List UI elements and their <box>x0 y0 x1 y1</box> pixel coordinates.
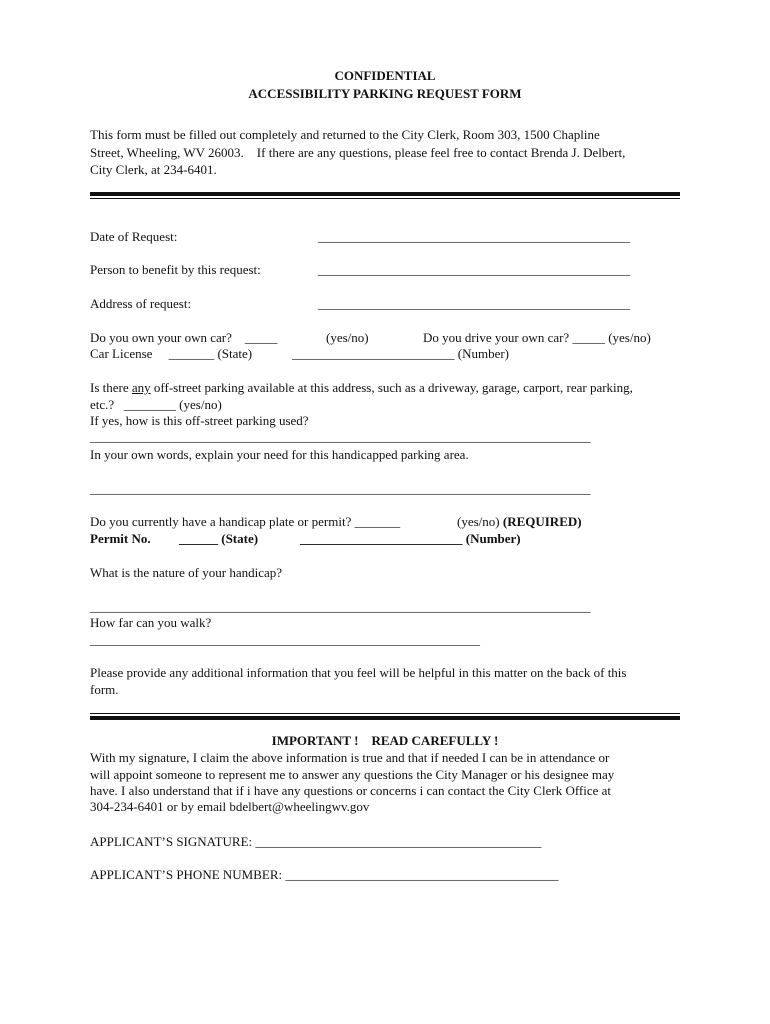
offstreet-use-label: If yes, how is this off-street parking used? <box>90 413 309 428</box>
handicap-nature-field[interactable]: _____________________________________________________________________________ <box>90 599 591 614</box>
permit-no-label: Permit No. <box>90 531 151 546</box>
offstreet-question-line-1: Is there any off-street parking available at this address, such as a driveway, garage, carport, rear parking, <box>90 380 633 395</box>
applicant-phone-field[interactable]: APPLICANT’S PHONE NUMBER: __________________________________________ <box>90 867 559 882</box>
date-of-request-field[interactable]: ________________________________________________ <box>318 229 630 244</box>
important-heading: IMPORTANT ! READ CAREFULLY ! <box>271 733 499 748</box>
declaration-line-2: will appoint someone to represent me to answer any questions the City Manager or his designee may <box>90 767 615 782</box>
form-header-confidential: CONFIDENTIAL <box>334 68 436 83</box>
permit-yes-no-required: (yes/no) (REQUIRED) <box>457 514 582 529</box>
permit-number-field[interactable]: _________________________ (Number) <box>300 531 521 546</box>
offstreet-use-field[interactable]: _____________________________________________________________________________ <box>90 429 591 444</box>
divider-thin-top <box>90 198 680 199</box>
divider-thick-bottom <box>90 716 680 720</box>
form-title: ACCESSIBILITY PARKING REQUEST FORM <box>248 86 522 101</box>
applicant-signature-field[interactable]: APPLICANT’S SIGNATURE: ____________________________________________ <box>90 834 542 849</box>
drive-car-question[interactable]: Do you drive your own car? _____ (yes/no) <box>423 330 651 345</box>
intro-line-2: Street, Wheeling, WV 26003. If there are any questions, please feel free to contact Brenda J. Delbert, <box>90 145 626 160</box>
divider-thick-top <box>90 192 680 196</box>
intro-line-3: City Clerk, at 234-6401. <box>90 162 217 177</box>
need-explanation-field[interactable]: _____________________________________________________________________________ <box>90 481 591 496</box>
handicap-nature-label: What is the nature of your handicap? <box>90 565 283 580</box>
date-of-request-label: Date of Request: <box>90 229 178 244</box>
divider-thin-bottom <box>90 713 680 714</box>
additional-info-line-1: Please provide any additional information that you feel will be helpful in this matter on the back of this <box>90 665 627 680</box>
declaration-line-3: have. I also understand that if i have any questions or concerns i can contact the City Clerk Office at <box>90 783 612 798</box>
declaration-line-1: With my signature, I claim the above information is true and that if needed I can be in attendance or <box>90 750 610 765</box>
permit-question[interactable]: Do you currently have a handicap plate or permit? _______ <box>90 514 401 529</box>
car-license-number[interactable]: _________________________ (Number) <box>292 346 510 361</box>
offstreet-yes-no-field[interactable]: etc.? ________ (yes/no) <box>90 397 222 412</box>
declaration-line-4: 304-234-6401 or by email bdelbert@wheelingwv.gov <box>90 799 370 814</box>
own-car-question[interactable]: Do you own your own car? _____ <box>90 330 278 345</box>
car-license-state[interactable]: Car License _______ (State) <box>90 346 253 361</box>
address-field[interactable]: ________________________________________________ <box>318 296 630 311</box>
walk-distance-label: How far can you walk? <box>90 615 212 630</box>
person-to-benefit-field[interactable]: ________________________________________________ <box>318 262 630 277</box>
person-to-benefit-label: Person to benefit by this request: <box>90 262 261 277</box>
walk-distance-field[interactable]: ____________________________________________________________ <box>90 632 480 647</box>
address-label: Address of request: <box>90 296 192 311</box>
permit-state-field[interactable]: ______ (State) <box>179 531 259 546</box>
intro-line-1: This form must be filled out completely and returned to the City Clerk, Room 303, 1500 Chapline <box>90 127 600 142</box>
own-car-yes-no: (yes/no) <box>326 330 369 345</box>
need-explanation-label: In your own words, explain your need for this handicapped parking area. <box>90 447 469 462</box>
additional-info-line-2: form. <box>90 682 119 697</box>
